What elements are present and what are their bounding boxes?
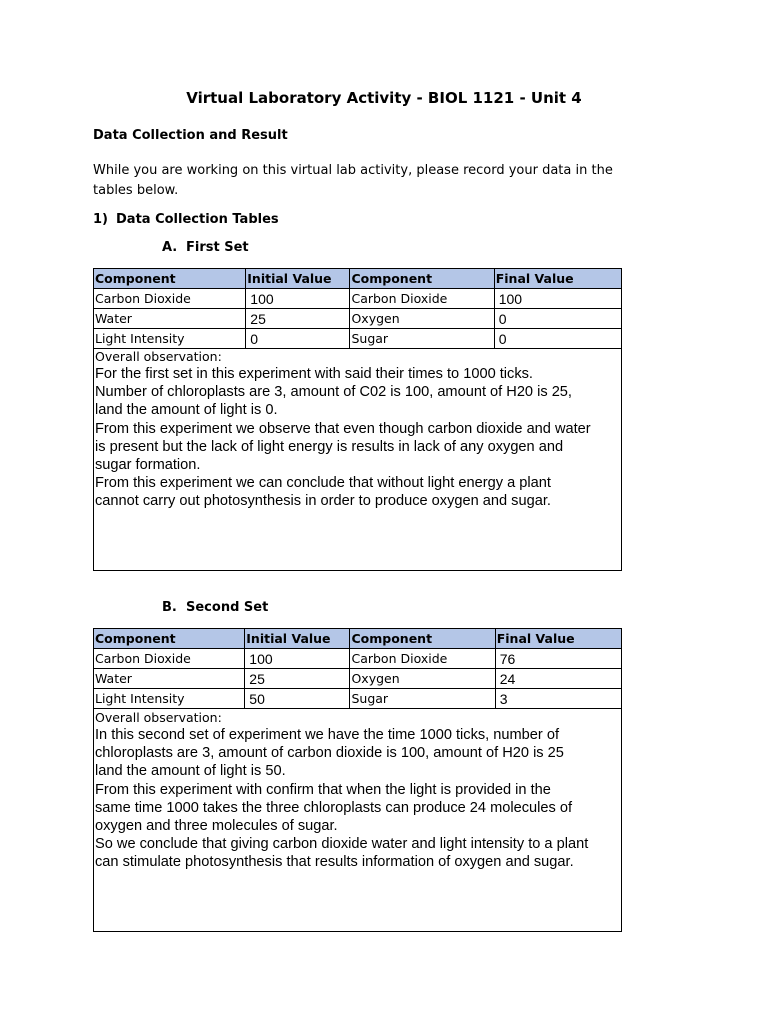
observation-line: From this experiment with confirm that when the light is provided in the bbox=[95, 781, 551, 798]
observation-line: In this second set of experiment we have the time 1000 ticks, number of bbox=[95, 727, 559, 743]
table-cell: 100 bbox=[245, 649, 350, 669]
table-row bbox=[94, 649, 622, 669]
observation-line: cannot carry out photosynthesis in order to produce oxygen and sugar. bbox=[95, 493, 551, 510]
set-b-heading bbox=[162, 600, 268, 615]
set-a-table bbox=[93, 268, 622, 349]
observation-label: Overall observation: bbox=[95, 710, 222, 725]
observation-line: oxygen and three molecules of sugar. bbox=[95, 818, 338, 835]
table-cell: 3 bbox=[495, 689, 621, 709]
set-a-observation-box bbox=[93, 348, 622, 571]
table-cell: Light Intensity bbox=[94, 329, 246, 349]
header-cell: Final Value bbox=[494, 269, 621, 289]
set-a-label: First Set bbox=[186, 240, 249, 255]
table-row bbox=[94, 689, 622, 709]
observation-line: From this experiment we can conclude that without light energy a plant bbox=[95, 475, 551, 492]
table-cell: Oxygen bbox=[350, 309, 494, 329]
table-cell: Sugar bbox=[350, 689, 495, 709]
table-cell: 100 bbox=[494, 289, 621, 309]
observation-line: is present but the lack of light energy is results in lack of any oxygen and bbox=[95, 438, 564, 455]
table-cell: 0 bbox=[494, 309, 621, 329]
observation-text bbox=[94, 365, 621, 511]
set-b-table bbox=[93, 628, 622, 709]
table-row bbox=[94, 329, 622, 349]
set-a-heading bbox=[162, 240, 249, 255]
list-number: 1) bbox=[93, 212, 108, 227]
observation-line: land the amount of light is 0. bbox=[95, 402, 278, 419]
header-cell: Component bbox=[94, 269, 246, 289]
header-cell: Initial Value bbox=[246, 269, 350, 289]
table-header-row bbox=[94, 269, 622, 289]
list-heading-text: Data Collection Tables bbox=[116, 212, 279, 227]
observation-line: From this experiment we observe that even though carbon dioxide and water bbox=[95, 420, 591, 437]
header-cell: Final Value bbox=[495, 629, 621, 649]
table-cell: 25 bbox=[245, 669, 350, 689]
set-b-label: Second Set bbox=[186, 600, 269, 615]
table-cell: 100 bbox=[246, 289, 350, 309]
table-row bbox=[94, 309, 622, 329]
table-cell: Carbon Dioxide bbox=[94, 649, 245, 669]
set-b-observation-box bbox=[93, 709, 622, 932]
observation-line: So we conclude that giving carbon dioxide water and light intensity to a plant bbox=[95, 836, 589, 853]
observation-line: Number of chloroplasts are 3, amount of C02 is 100, amount of H20 is 25, bbox=[95, 384, 572, 401]
header-cell: Initial Value bbox=[245, 629, 350, 649]
table-cell: Carbon Dioxide bbox=[350, 649, 495, 669]
table-cell: 0 bbox=[494, 329, 621, 349]
table-cell: Oxygen bbox=[350, 669, 495, 689]
table-cell: Carbon Dioxide bbox=[350, 289, 494, 309]
table-row bbox=[94, 669, 622, 689]
observation-line: can stimulate photosynthesis that results information of oxygen and sugar. bbox=[95, 854, 574, 871]
table-cell: 24 bbox=[495, 669, 621, 689]
observation-line: land the amount of light is 50. bbox=[95, 763, 286, 780]
table-cell: 76 bbox=[495, 649, 621, 669]
table-cell: Sugar bbox=[350, 329, 494, 349]
table-row bbox=[94, 289, 622, 309]
table-cell: 0 bbox=[246, 329, 350, 349]
table-cell: Water bbox=[94, 309, 246, 329]
table-header-row bbox=[94, 629, 622, 649]
observation-line: For the first set in this experiment with said their times to 1000 ticks. bbox=[95, 366, 533, 382]
header-cell: Component bbox=[94, 629, 245, 649]
list-heading bbox=[93, 212, 279, 227]
table-cell: Carbon Dioxide bbox=[94, 289, 246, 309]
table-cell: 50 bbox=[245, 689, 350, 709]
observation-line: chloroplasts are 3, amount of carbon dioxide is 100, amount of H20 is 25 bbox=[95, 745, 564, 762]
table-cell: Water bbox=[94, 669, 245, 689]
observation-text bbox=[94, 726, 621, 872]
set-a-letter: A. bbox=[162, 240, 178, 255]
observation-line: same time 1000 takes the three chloroplasts can produce 24 molecules of bbox=[95, 799, 572, 816]
intro-paragraph: While you are working on this virtual lab activity, please record your data in the tables below. bbox=[93, 163, 613, 198]
section-title: Data Collection and Result bbox=[93, 128, 288, 143]
observation-line: sugar formation. bbox=[95, 457, 201, 474]
document-title: Virtual Laboratory Activity - BIOL 1121 - Unit 4 bbox=[186, 89, 582, 107]
table-cell: Light Intensity bbox=[94, 689, 245, 709]
observation-label: Overall observation: bbox=[95, 349, 222, 364]
set-b-letter: B. bbox=[162, 600, 177, 615]
header-cell: Component bbox=[350, 269, 494, 289]
header-cell: Component bbox=[350, 629, 495, 649]
table-cell: 25 bbox=[246, 309, 350, 329]
